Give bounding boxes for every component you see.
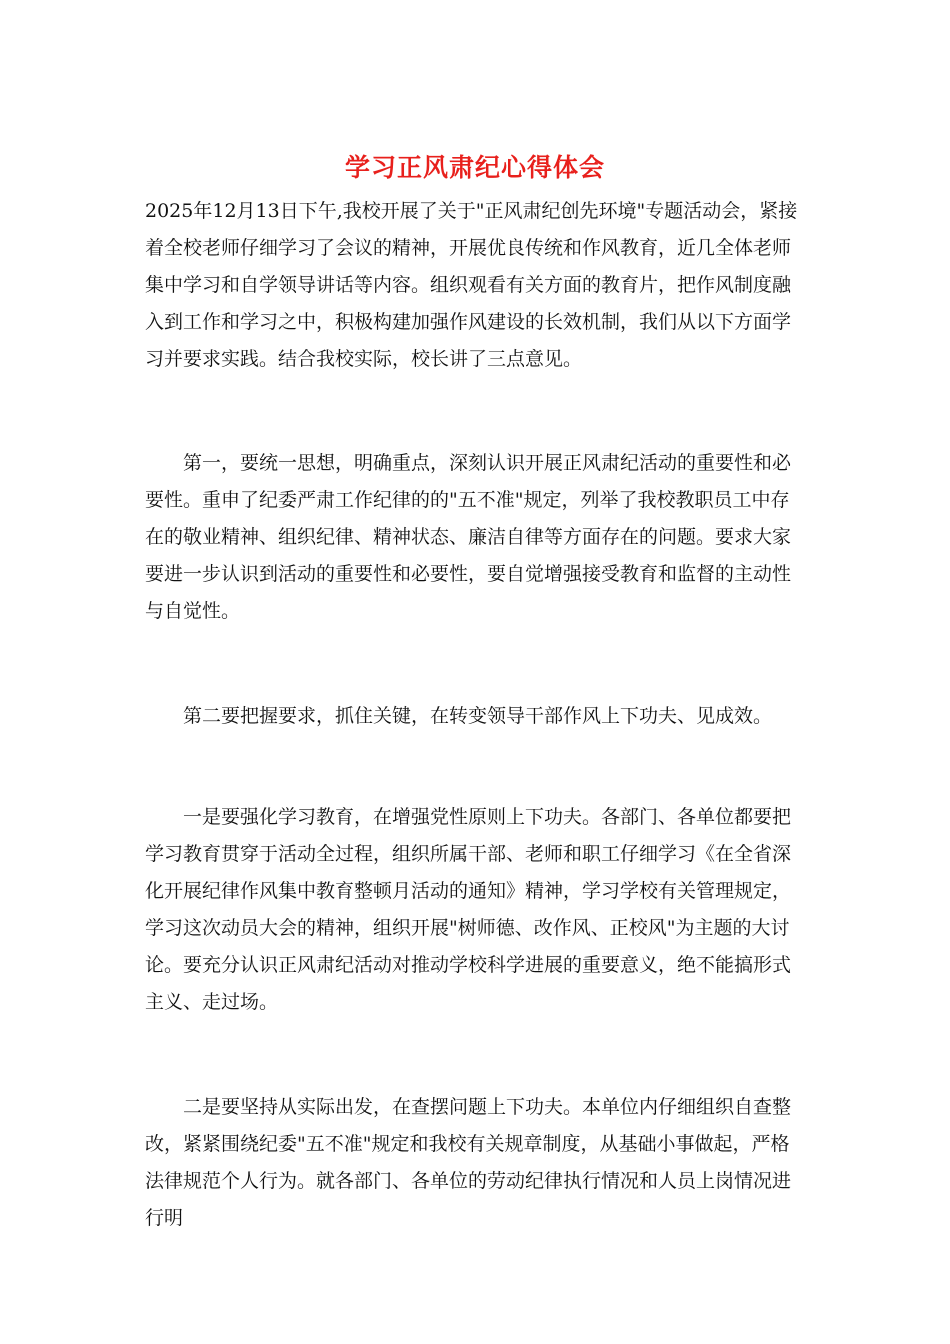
paragraph-intro: 2025年12月13日下午,我校开展了关于"正风肃纪创先环境"专题活动会，紧接着全校老师仔细学习了会议的精神，开展优良传统和作风教育，近几全体老师集中学习和自学领导讲话等内容。组织观看有关方面的教育片，把作风制度融入到工作和学习之中，积极构建加强作风建设的长效机制，我们从以下方面学习并要求实践。结合我校实际，校长讲了三点意见。 <box>145 200 798 370</box>
paragraph-first-point: 第一，要统一思想，明确重点，深刻认识开展正风肃纪活动的重要性和必要性。重申了纪委严肃工作纪律的的"五不准"规定，列举了我校教职员工中存在的敬业精神、组织纪律、精神状态、廉洁自律等方面存在的问题。要求大家要进一步认识到活动的重要性和必要性，要自觉增强接受教育和监督的主动性与自觉性。 <box>145 452 792 622</box>
paragraph-second-point: 第二要把握要求，抓住关键，在转变领导干部作风上下功夫、见成效。 <box>145 705 773 727</box>
paragraph-study-education: 一是要强化学习教育，在增强党性原则上下功夫。各部门、各单位都要把学习教育贯穿于活动全过程，组织所属干部、老师和职工仔细学习《在全省深化开展纪律作风集中教育整顿月活动的通知》精神，学习学校有关管理规定，学习这次动员大会的精神，组织开展"树师德、改作风、正校风"为主题的大讨论。要充分认识正风肃纪活动对推动学校科学进展的重要意义，绝不能搞形式主义、走过场。 <box>145 806 792 1013</box>
document-title: 学习正风肃纪心得体会 <box>344 153 605 182</box>
paragraph-practical-check: 二是要坚持从实际出发，在查摆问题上下功夫。本单位内仔细组织自查整改，紧紧围绕纪委"五不准"规定和我校有关规章制度，从基础小事做起，严格法律规范个人行为。就各部门、各单位的劳动纪律执行情况和人员上岗情况进行明 <box>145 1096 792 1229</box>
